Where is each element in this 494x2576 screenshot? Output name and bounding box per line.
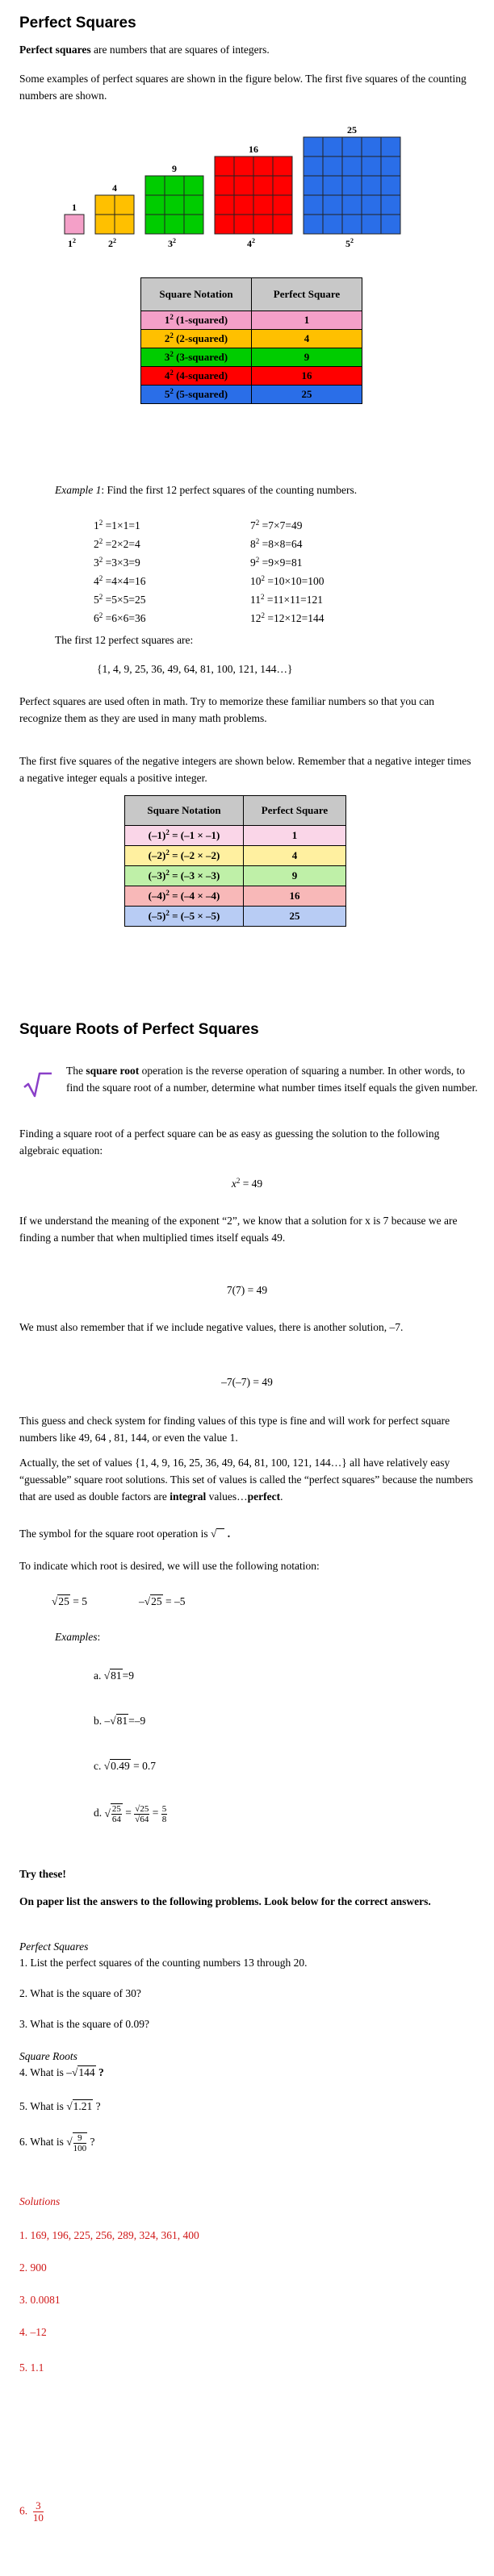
frac1-den: 64 <box>111 1815 121 1824</box>
example-d-frac3 <box>161 1804 168 1824</box>
square-count-label: 9 <box>172 163 177 174</box>
square-notation-table <box>140 277 362 404</box>
frac2-num: √25 <box>135 1803 149 1814</box>
q5-pre: 5. What is <box>19 2100 67 2112</box>
notation-negative: –√25 = –5 <box>139 1595 186 1607</box>
square-grid-1 <box>65 202 84 249</box>
table2-header-row <box>125 796 346 826</box>
notation-pos-radicand: 25 <box>58 1595 69 1607</box>
example1-label: Example 1 <box>55 484 102 496</box>
first12-label: The first 12 perfect squares are: <box>55 634 194 646</box>
table1-notation-cell: $1^2$ (1-squared) <box>141 311 252 330</box>
answer-5: 5. 1.1 <box>19 2361 44 2374</box>
q6-pre: 6. What is <box>19 2136 67 2149</box>
example1-heading <box>55 482 357 499</box>
sqrt-intro-post: operation is the reverse operation of squaring a number. In other words, to find the square root of a number, determine what number times itself equals the given number. <box>66 1065 478 1094</box>
square-notation-label: $1^2$ <box>68 237 76 249</box>
negative-squares-table <box>124 795 346 927</box>
memorize-paragraph: Perfect squares are used often in math. Try to memorize these familiar numbers so that you can recognize them as they are used in many math problems. <box>19 695 434 724</box>
table1-row <box>141 311 362 330</box>
negative-solution-paragraph: We must also remember that if we include negative values, there is another solution, –7. <box>19 1321 404 1333</box>
table2-header-notation: Square Notation <box>125 796 244 826</box>
table1-row <box>141 386 362 404</box>
table2-value-cell: 4 <box>244 846 346 866</box>
intro-bold: Perfect squares <box>19 44 91 56</box>
square-notation-label: $5^2$ <box>345 237 354 249</box>
equation-7x7: 7(7) = 49 <box>226 1284 268 1296</box>
actually-paragraph <box>19 1455 478 1506</box>
example-c: c. √0.49 = 0.7 <box>94 1760 157 1772</box>
example-a: a. √81=9 <box>94 1669 135 1682</box>
square-calc-line: $7^2 =7\times 7=49$ <box>250 519 303 531</box>
table1-value-cell: 16 <box>252 367 362 386</box>
squares-list-left <box>94 516 145 627</box>
example-d-frac1 <box>111 1803 123 1824</box>
q6-den: 100 <box>73 2144 87 2153</box>
square-grid-4 <box>215 144 292 249</box>
table1-notation-cell: $4^2$ (4-squared) <box>141 367 252 386</box>
square-count-label: 25 <box>347 124 357 135</box>
q5-post: ? <box>93 2100 101 2112</box>
example1-text: : Find the first 12 perfect squares of the counting numbers. <box>101 484 358 496</box>
table1-value-cell: 25 <box>252 386 362 404</box>
square-count-label: 1 <box>72 202 77 213</box>
q6-post: ? <box>87 2136 95 2149</box>
q4-radicand: 144 <box>78 2066 95 2078</box>
table2-notation-cell: $(-3)^2 = (-3 \times -3)$ <box>125 866 244 886</box>
actually-integral: integral <box>170 1490 207 1503</box>
square-notation-label: $2^2$ <box>108 237 116 249</box>
example-d-frac2 <box>134 1804 149 1824</box>
q6-num: 9 <box>73 2133 87 2144</box>
symbol-paragraph: The symbol for the square root operation is √ . <box>19 1528 231 1540</box>
question-2: 2. What is the square of 30? <box>19 1987 141 1999</box>
notation-pos-result: = 5 <box>69 1595 88 1607</box>
table1-value-cell: 1 <box>252 311 362 330</box>
square-calc-line: $3^2 =3\times 3=9$ <box>94 556 140 569</box>
table2-notation-cell: $(-4)^2 = (-4 \times -4)$ <box>125 886 244 907</box>
table1-header-row <box>141 278 362 311</box>
q6-frac <box>73 2132 88 2153</box>
actually-d: . <box>280 1490 283 1503</box>
answer-1: 1. 169, 196, 225, 256, 289, 324, 361, 400 <box>19 2229 199 2241</box>
actually-a: Actually, the set of values {1, 4, 9, 16, 25, 36, 49, 64, 81, 100, 121, 144…} all have relatively easy “guessable” square root solutions. This set of values is called the “perfect squares” because the numbers that are used as double factors are <box>19 1457 474 1503</box>
answer-2: 2. 900 <box>19 2261 47 2274</box>
paper-instructions: On paper list the answers to the following problems. Look below for the correct answers. <box>19 1895 431 1907</box>
table1-header-notation: Square Notation <box>141 278 252 311</box>
q4-post: ? <box>95 2066 104 2078</box>
notation-positive: √25 = 5 <box>52 1595 88 1607</box>
square-grid-5 <box>304 124 400 249</box>
table1-notation-cell: $2^2$ (2-squared) <box>141 330 252 348</box>
table1-value-cell: 9 <box>252 348 362 367</box>
notation-neg-result: = –5 <box>162 1595 186 1607</box>
example-b: b. –√81=–9 <box>94 1715 146 1727</box>
sqrt-intro-bold: square root <box>86 1065 140 1077</box>
square-calc-line: $9^2 =9\times 9=81$ <box>250 556 303 569</box>
example-d-letter: d. <box>94 1807 103 1819</box>
table2-value-cell: 16 <box>244 886 346 907</box>
question-5: 5. What is √1.21 ? <box>19 2100 101 2112</box>
answer-3: 3. 0.0081 <box>19 2294 61 2306</box>
guess-check-paragraph: This guess and check system for finding values of this type is fine and will work for perfect square numbers like 49, 64 , 81, 144, or even the value 1. <box>19 1415 450 1444</box>
table2-value-cell: 1 <box>244 826 346 846</box>
table2-value-cell: 9 <box>244 866 346 886</box>
square-count-label: 16 <box>249 144 258 155</box>
actually-perfect: perfect <box>247 1490 281 1503</box>
intro-paragraph <box>19 42 478 59</box>
examples-paragraph: Some examples of perfect squares are shown in the figure below. The first five squares of the counting numbers are shown. <box>19 73 467 102</box>
perfect-squares-label: Perfect Squares <box>19 1940 89 1953</box>
table2-value-cell: 25 <box>244 907 346 927</box>
frac2-den: √64 <box>135 1814 149 1824</box>
question-4: 4. What is –√144 ? <box>19 2066 104 2078</box>
guess-paragraph: Finding a square root of a perfect square can be as easy as guessing the solution to the following algebraic equation: <box>19 1128 440 1157</box>
equation-x-squared <box>0 1176 494 1193</box>
square-calc-line: $10^2 =10\times 10=100$ <box>250 574 324 587</box>
question-6: 6. What is √ $\frac{9}{100}$ ? <box>19 2133 95 2153</box>
notation-neg-radicand: 25 <box>151 1595 162 1607</box>
answer-4: 4. –12 <box>19 2326 47 2338</box>
example-d: d. √ $\frac{25}{64}$ = $\frac{√25}{√64}$ = $\frac{5}{8}$ <box>94 1803 167 1824</box>
try-these-heading: Try these! <box>19 1868 66 1880</box>
sqrt-intro-pre: The <box>66 1065 86 1077</box>
square-grid-2 <box>95 182 134 249</box>
q4-pre: 4. What is <box>19 2066 67 2078</box>
square-calc-line: $5^2 =5\times 5=25$ <box>94 593 146 606</box>
intro-rest: are numbers that are squares of integers. <box>90 44 270 56</box>
symbol-text: The symbol for the square root operation is <box>19 1528 208 1540</box>
table1-notation-cell: $5^2$ (5-squared) <box>141 386 252 404</box>
table2-row <box>125 866 346 886</box>
table1-row <box>141 330 362 348</box>
section-title-square-roots: Square Roots of Perfect Squares <box>19 1021 259 1038</box>
table1-row <box>141 367 362 386</box>
eq1-rest: = 49 <box>240 1178 263 1190</box>
table2-row <box>125 846 346 866</box>
table2-notation-cell: $(-5)^2 = (-5 \times -5)$ <box>125 907 244 927</box>
negative-paragraph: The first five squares of the negative integers are shown below. Remember that a negative integer times a negative integer equals a positive integer. <box>19 755 471 784</box>
square-calc-line: $6^2 =6\times 6=36$ <box>94 611 146 624</box>
answer6-frac <box>33 2500 44 2524</box>
question-3: 3. What is the square of 0.09? <box>19 2018 149 2030</box>
frac3-den: 8 <box>161 1814 167 1824</box>
answer6-label: 6. <box>19 2504 28 2517</box>
page-title: Perfect Squares <box>19 15 136 31</box>
exponent-paragraph: If we understand the meaning of the exponent “2”, we know that a solution for x is 7 because we are finding a number that when multiplied times itself equals 49. <box>19 1215 458 1244</box>
square-notation-label: $3^2$ <box>168 237 176 249</box>
eq1-exp: 2 <box>236 1177 241 1185</box>
square-calc-line: $4^2 =4\times 4=16$ <box>94 574 146 587</box>
square-grid-3 <box>145 163 203 249</box>
examples-label-text: Examples <box>55 1631 98 1643</box>
square-count-label: 4 <box>112 182 117 194</box>
table2-notation-cell: $(-1)^2 = (-1 \times -1)$ <box>125 826 244 846</box>
solutions-label: Solutions <box>19 2195 61 2207</box>
frac1-num: 25 <box>111 1804 121 1814</box>
square-calc-line: $8^2 =8\times 8=64$ <box>250 537 303 550</box>
question-1: 1. List the perfect squares of the counting numbers 13 through 20. <box>19 1957 308 1969</box>
frac3-num: 5 <box>161 1803 167 1814</box>
square-calc-line: $12^2 =12\times 12=144$ <box>250 611 324 624</box>
sqrt-symbol-icon: √ <box>211 1528 224 1540</box>
table2-header-value: Perfect Square <box>244 796 346 826</box>
q5-radicand: 1.21 <box>73 2100 93 2112</box>
answer-6 <box>19 2500 44 2524</box>
table1-header-value: Perfect Square <box>252 278 362 311</box>
table2-row <box>125 886 346 907</box>
indicate-paragraph: To indicate which root is desired, we will use the following notation: <box>19 1560 320 1572</box>
examples-label: Examples: <box>55 1631 101 1643</box>
answer6-den: 10 <box>32 2511 44 2524</box>
square-calc-line: $11^2 =11\times 11=121$ <box>250 593 323 606</box>
table1-row <box>141 348 362 367</box>
square-roots-label: Square Roots <box>19 2050 77 2062</box>
eq1-var: x <box>231 1178 237 1190</box>
table2-notation-cell: $(-2)^2 = (-2 \times -2)$ <box>125 846 244 866</box>
answer6-num: 3 <box>33 2500 44 2512</box>
perfect-squares-figure <box>57 121 476 250</box>
sqrt-intro-paragraph <box>66 1063 478 1097</box>
table2-row <box>125 907 346 927</box>
first12-set: {1, 4, 9, 25, 36, 49, 64, 81, 100, 121, 144…} <box>97 663 293 675</box>
table1-notation-cell: $3^2$ (3-squared) <box>141 348 252 367</box>
table2-row <box>125 826 346 846</box>
equation-neg7: –7(–7) = 49 <box>221 1376 273 1388</box>
radical-symbol-icon <box>21 1071 53 1098</box>
table1-value-cell: 4 <box>252 330 362 348</box>
square-notation-label: $4^2$ <box>247 237 255 249</box>
square-calc-line: $1^2 =1\times 1=1$ <box>94 519 140 531</box>
squares-list-right <box>250 516 324 627</box>
square-calc-line: $2^2 =2\times 2=4$ <box>94 537 140 550</box>
actually-c: values… <box>206 1490 248 1503</box>
